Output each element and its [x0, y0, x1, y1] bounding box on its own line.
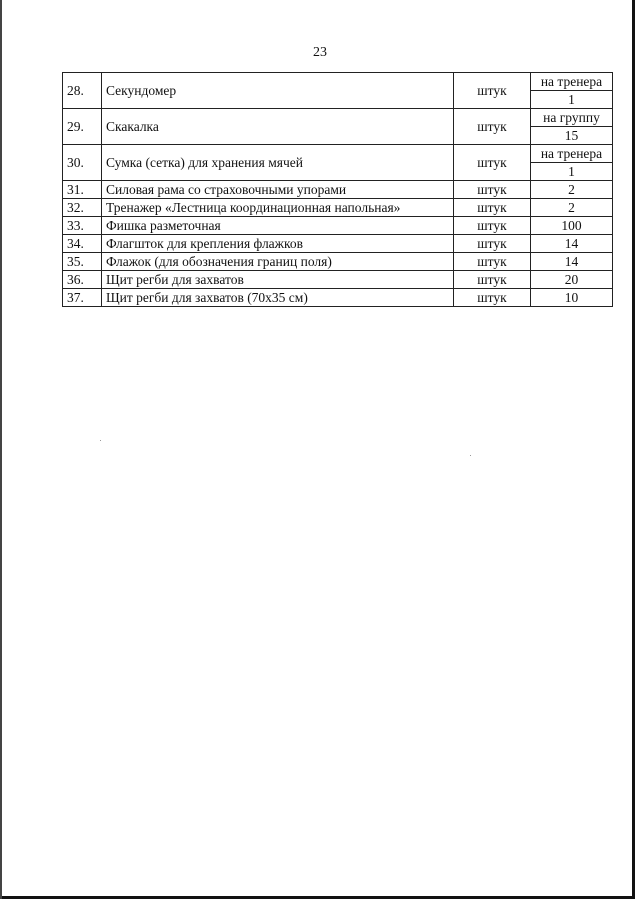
quantity-cell: 14	[531, 235, 613, 253]
row-number: 29.	[63, 109, 102, 145]
equipment-table	[62, 72, 613, 307]
row-number: 31.	[63, 181, 102, 199]
basis-cell: на тренера	[531, 73, 613, 91]
row-number: 37.	[63, 289, 102, 307]
quantity-cell: 10	[531, 289, 613, 307]
table-row	[63, 73, 613, 91]
row-number: 36.	[63, 271, 102, 289]
unit-cell: штук	[454, 235, 531, 253]
item-name: Щит регби для захватов (70х35 см)	[102, 289, 454, 307]
table-row	[63, 235, 613, 253]
unit-cell: штук	[454, 217, 531, 235]
item-name: Тренажер «Лестница координационная напольная»	[102, 199, 454, 217]
row-number: 35.	[63, 253, 102, 271]
unit-cell: штук	[454, 73, 531, 109]
table-row	[63, 181, 613, 199]
item-name: Скакалка	[102, 109, 454, 145]
unit-cell: штук	[454, 199, 531, 217]
unit-cell: штук	[454, 289, 531, 307]
table-row	[63, 217, 613, 235]
quantity-cell: 2	[531, 181, 613, 199]
basis-cell: на тренера	[531, 145, 613, 163]
scan-speck	[470, 455, 471, 456]
scan-speck	[100, 440, 101, 441]
quantity-cell: 14	[531, 253, 613, 271]
page-number: 23	[313, 45, 327, 60]
page-border-left	[0, 0, 2, 899]
unit-cell: штук	[454, 109, 531, 145]
item-name: Секундомер	[102, 73, 454, 109]
table-row	[63, 271, 613, 289]
quantity-cell: 15	[531, 127, 613, 145]
unit-cell: штук	[454, 271, 531, 289]
quantity-cell: 1	[531, 91, 613, 109]
row-number: 30.	[63, 145, 102, 181]
item-name: Щит регби для захватов	[102, 271, 454, 289]
item-name: Силовая рама со страховочными упорами	[102, 181, 454, 199]
row-number: 28.	[63, 73, 102, 109]
row-number: 33.	[63, 217, 102, 235]
table-row	[63, 145, 613, 163]
item-name: Фишка разметочная	[102, 217, 454, 235]
row-number: 32.	[63, 199, 102, 217]
table-row	[63, 289, 613, 307]
item-name: Флажок (для обозначения границ поля)	[102, 253, 454, 271]
quantity-cell: 2	[531, 199, 613, 217]
item-name: Сумка (сетка) для хранения мячей	[102, 145, 454, 181]
quantity-cell: 20	[531, 271, 613, 289]
quantity-cell: 1	[531, 163, 613, 181]
table-row	[63, 109, 613, 127]
table-row	[63, 199, 613, 217]
unit-cell: штук	[454, 145, 531, 181]
unit-cell: штук	[454, 181, 531, 199]
basis-cell: на группу	[531, 109, 613, 127]
unit-cell: штук	[454, 253, 531, 271]
quantity-cell: 100	[531, 217, 613, 235]
item-name: Флагшток для крепления флажков	[102, 235, 454, 253]
row-number: 34.	[63, 235, 102, 253]
table-row	[63, 253, 613, 271]
